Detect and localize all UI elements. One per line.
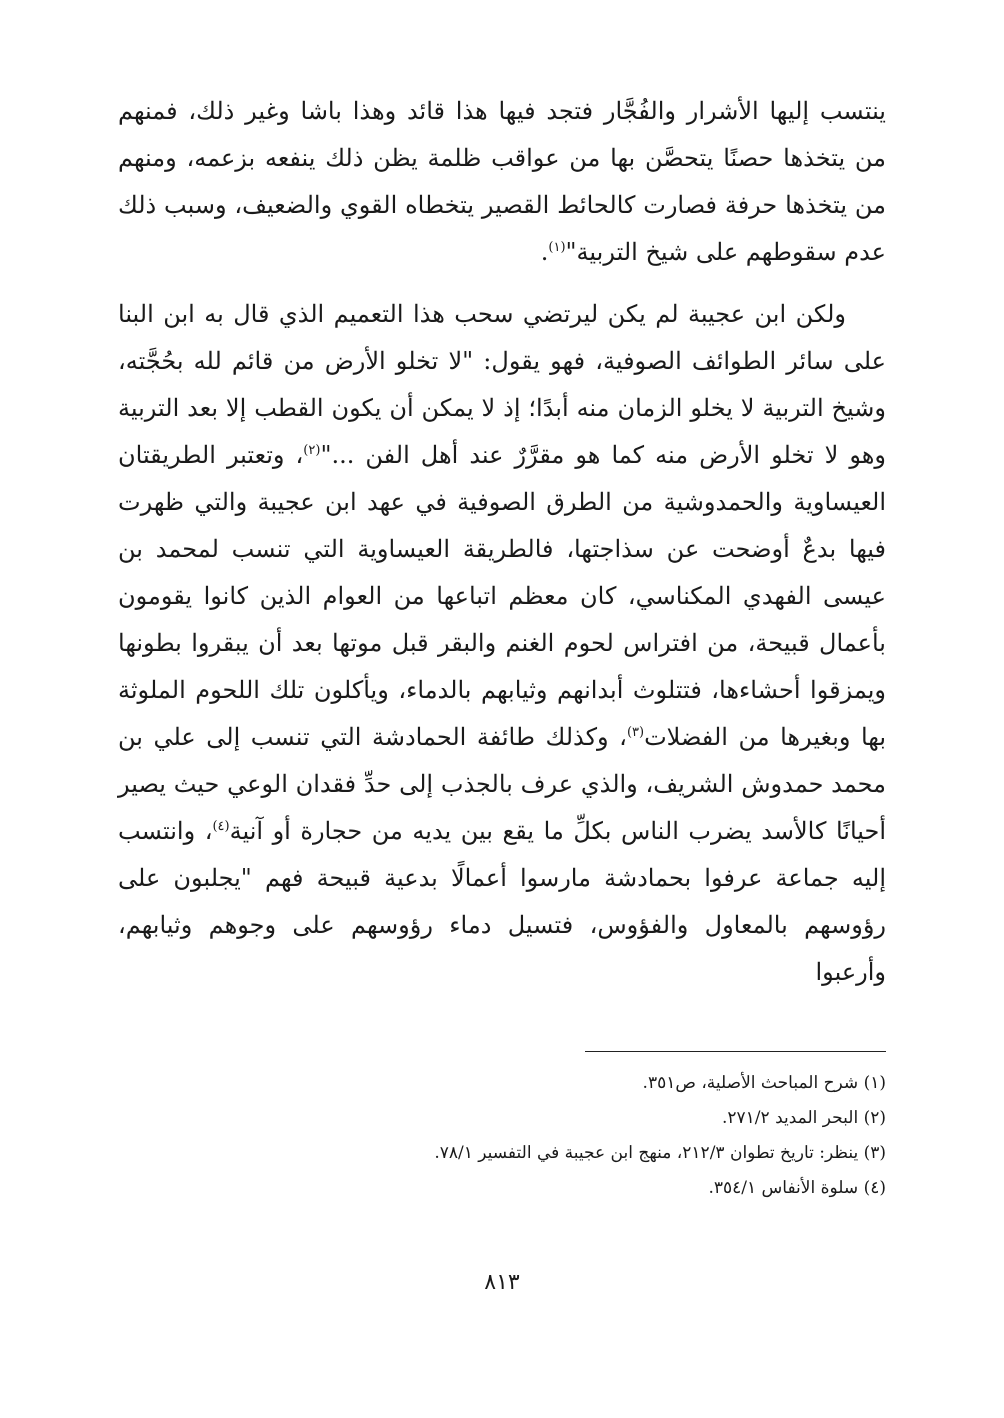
footnote-divider	[585, 1051, 886, 1052]
paragraph-1	[118, 88, 886, 276]
footnote-3: (٣) ينظر: تاريخ تطوان ٢١٢/٣، منهج ابن عجيبة في التفسير ٧٨/١.	[434, 1143, 886, 1163]
page-body	[118, 88, 886, 1011]
paragraph-text: ينتسب إليها الأشرار والفُجَّار فتجد فيها هذا قائد وهذا باشا وغير ذلك، فمنهم من يتخذها حصنًا يتحصَّن بها من عواقب ظلمة يظن ذلك ينفعه بزعمه، ومنهم من يتخذها حرفة فصارت كالحائط القصير يتخطاه القوي والضعيف، وسبب ذلك عدم سقوطهم على شيخ التربية"	[118, 97, 886, 266]
footnote-4: (٤) سلوة الأنفاس ٣٥٤/١.	[708, 1178, 886, 1198]
footnote-ref-1: (١)	[548, 240, 566, 255]
page-number: ٨١٣	[484, 1270, 520, 1295]
paragraph-text: ، وكذلك طائفة الحمادشة التي تنسب إلى علي بن محمد حمدوش الشريف، والذي عرف بالجذب إلى حدِّ فقدان الوعي حيث يصير أحيانًا كالأسد يضرب الناس بكلِّ ما يقع بين يديه من حجارة أو آنية	[118, 723, 887, 845]
paragraph-text: .	[540, 238, 549, 266]
footnote-1: (١) شرح المباحث الأصلية، ص٣٥١.	[642, 1073, 886, 1093]
footnote-ref-4: (٤)	[212, 819, 230, 834]
footnotes	[118, 1066, 886, 1206]
paragraph-text: ولكن ابن عجيبة لم يكن ليرتضي سحب هذا التعميم الذي قال به ابن البنا على سائر الطوائف الصوفية، فهو يقول: "لا تخلو الأرض من قائم لله بحُجَّته، وشيخ التربية لا يخلو الزمان منه أبدًا؛ إذ لا يمكن أن يكون القطب إلا بعد التربية وهو لا تخلو الأرض منه كما هو مقرَّرٌ عند أهل الفن ..."	[118, 300, 886, 469]
main-text	[118, 88, 886, 996]
footnote-ref-2: (٢)	[303, 443, 321, 458]
footnote-ref-3: (٣)	[626, 725, 645, 740]
paragraph-text: ، وتعتبر الطريقتان العيساوية والحمدوشية من الطرق الصوفية في عهد ابن عجيبة والتي ظهرت فيها بدعٌ أوضحت عن سذاجتها، فالطريقة العيساوية التي تنسب لمحمد بن عيسى الفهدي المكناسي، كان معظم اتباعها من العوام الذين كانوا يقومون بأعمال قبيحة، من افتراس لحوم الغنم والبقر قبل موتها بعد أن يبقروا بطونها ويمزقوا أحشاءها، فتتلوث أبدانهم وثيابهم بالدماء، ويأكلون تلك اللحوم الملوثة بها وبغيرها من الفضلات	[118, 441, 887, 751]
paragraph-2	[118, 291, 886, 996]
footnote-2: (٢) البحر المديد ٢٧١/٢.	[722, 1108, 886, 1128]
paragraph-text: ، وانتسب إليه جماعة عرفوا بحمادشة مارسوا أعمالًا بدعية قبيحة فهم "يجلبون على رؤوسهم بالمعاول والفؤوس، فتسيل دماء رؤوسهم على وجوهم وثيابهم، وأرعبوا	[118, 817, 886, 986]
